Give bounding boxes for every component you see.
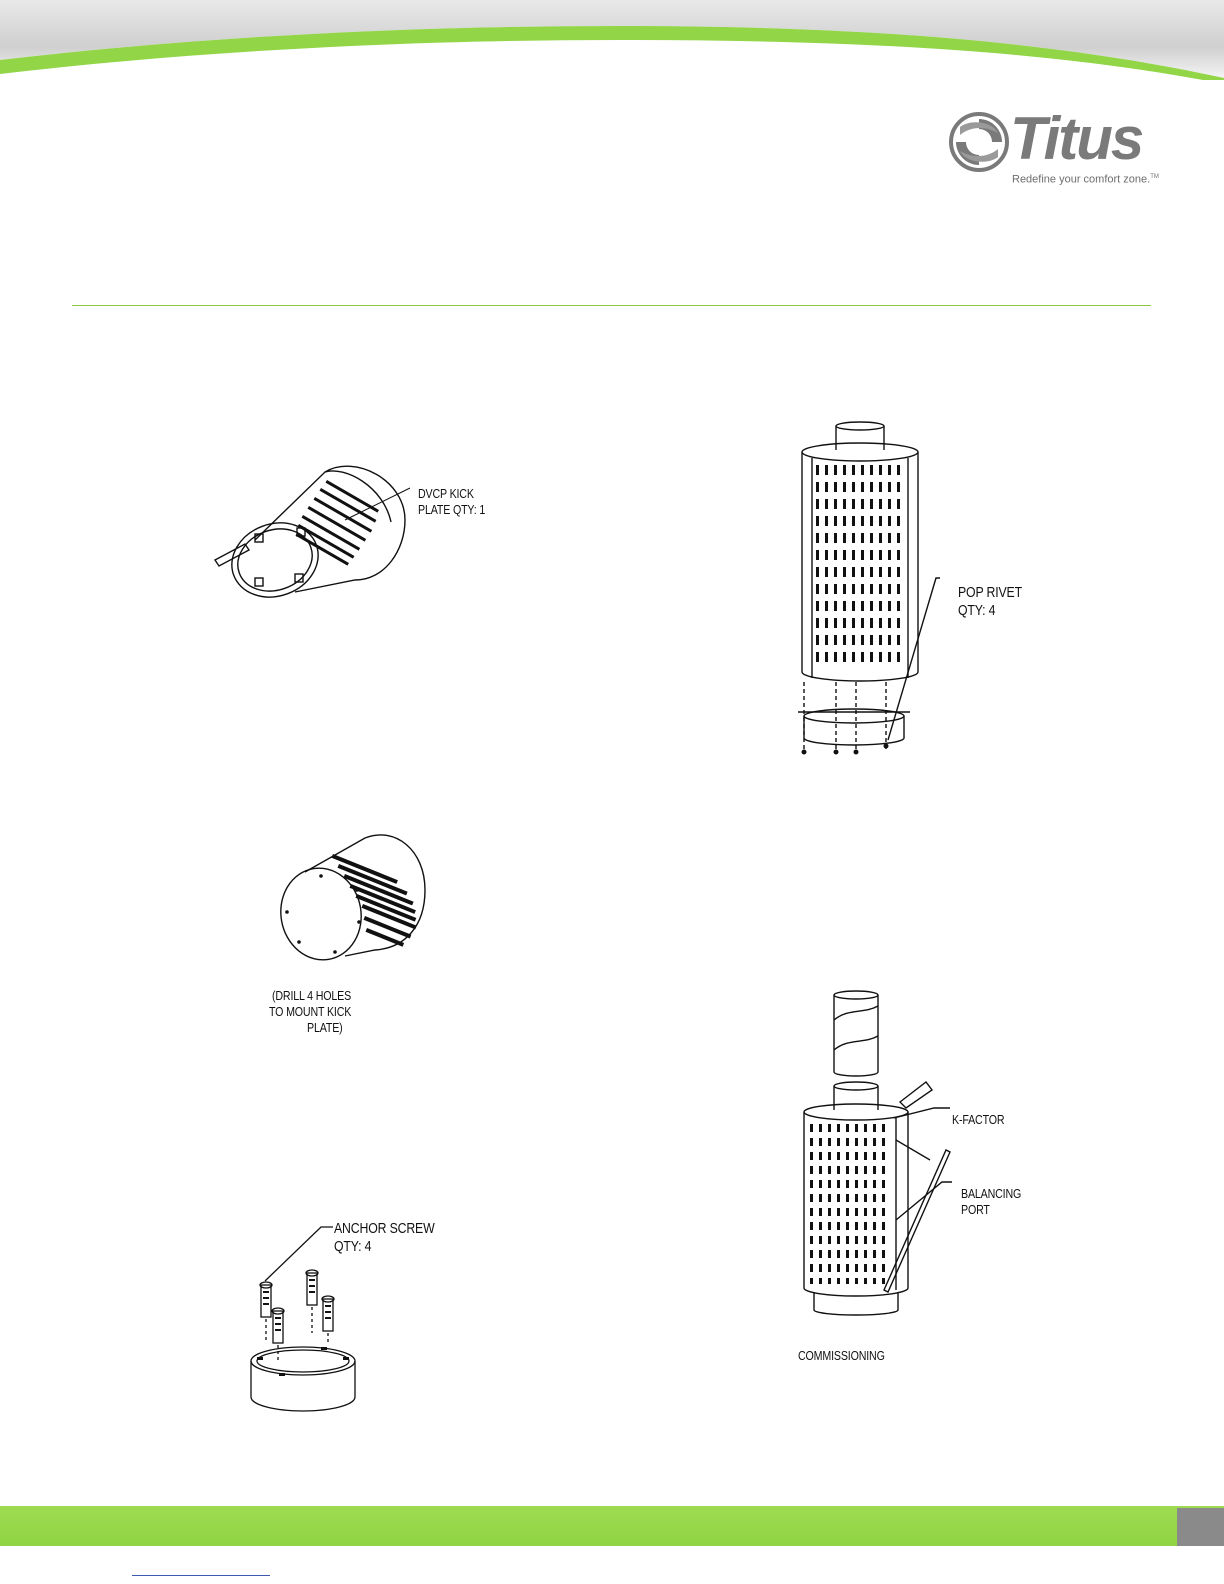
section-divider xyxy=(72,305,1151,306)
drill-label-2: TO MOUNT KICK xyxy=(269,1004,352,1019)
footer-link-underline[interactable] xyxy=(132,1575,270,1576)
balancing-port-label-2: PORT xyxy=(961,1202,990,1217)
titus-logo xyxy=(948,105,1159,188)
pop-rivet-label-2: QTY: 4 xyxy=(958,602,996,619)
pop-rivet-illustration xyxy=(790,420,940,765)
balancing-port-label-1: BALANCING xyxy=(961,1186,1022,1201)
drill-label-3: PLATE) xyxy=(307,1020,343,1035)
kick-plate-illustration xyxy=(205,460,425,620)
footer-bar xyxy=(0,1506,1224,1546)
kick-plate-label-1: DVCP KICK xyxy=(418,486,474,501)
drill-holes-illustration xyxy=(275,830,435,965)
brand-name: Titus xyxy=(1010,105,1143,172)
commissioning-caption: COMMISSIONING xyxy=(798,1348,885,1363)
kick-plate-label-2: PLATE QTY: 1 xyxy=(418,502,486,517)
page-number-tab xyxy=(1177,1508,1224,1546)
titus-swirl-icon xyxy=(948,111,1010,173)
k-factor-label: K-FACTOR xyxy=(952,1112,1005,1127)
drill-label-1: (DRILL 4 HOLES xyxy=(272,988,352,1003)
brand-tagline: Redefine your comfort zone.™ xyxy=(1012,173,1159,186)
pop-rivet-label-1: POP RIVET xyxy=(958,584,1022,601)
header-swoosh xyxy=(0,0,1224,80)
anchor-label-2: QTY: 4 xyxy=(334,1238,372,1255)
anchor-label-1: ANCHOR SCREW xyxy=(334,1220,435,1237)
commissioning-illustration xyxy=(800,990,960,1320)
